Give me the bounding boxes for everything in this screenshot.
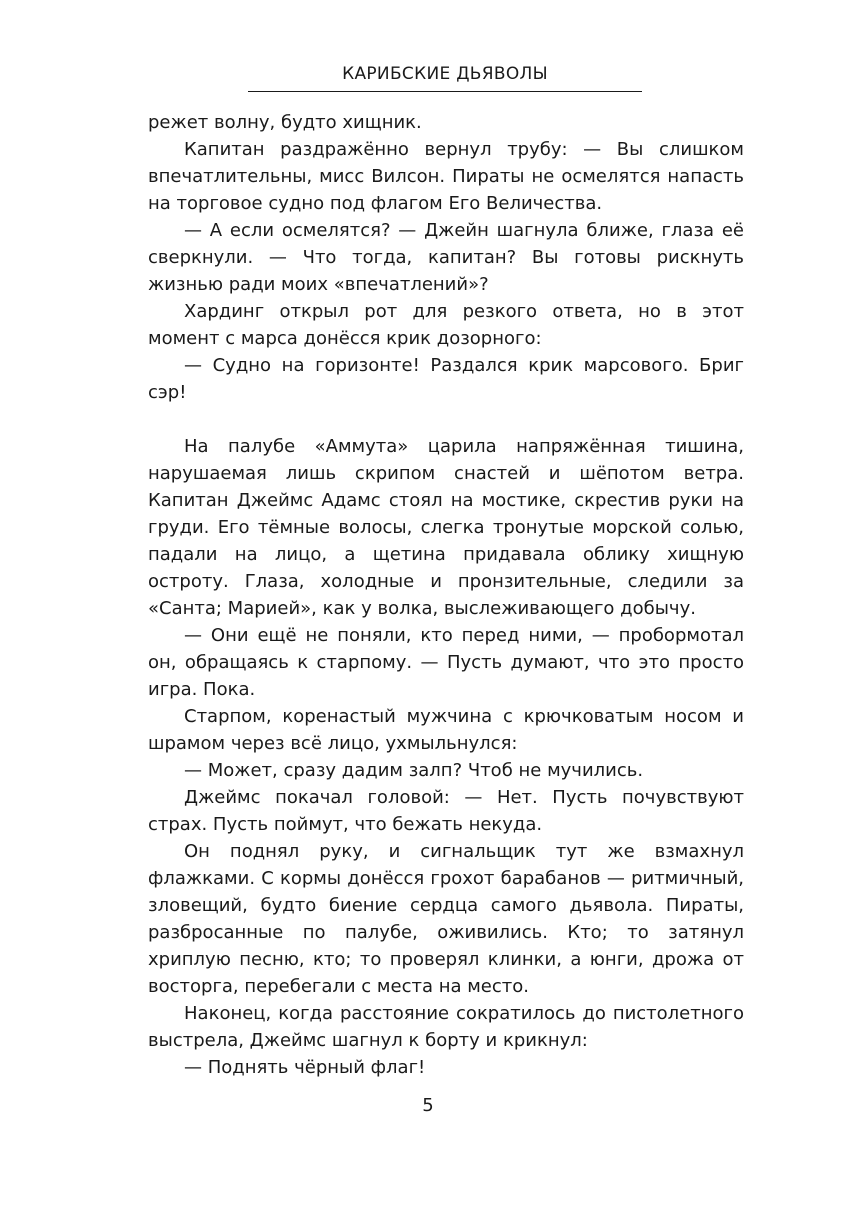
paragraph: — Поднять чёрный флаг! xyxy=(184,1057,426,1078)
paragraph-continuation: режет волну, будто хищник. xyxy=(148,112,422,133)
paragraph: Джеймс покачал головой: — Нет. Пусть почувствуют страх. Пусть поймут, что бежать некуда. xyxy=(148,787,744,835)
header-rule xyxy=(248,91,642,92)
paragraph: — А если осмелятся? — Джейн шагнула ближе, глаза её сверкнули. — Что тогда, капитан? Вы готовы рискнуть жизнью ради моих «впечатлений»? xyxy=(148,220,744,295)
paragraph: — Может, сразу дадим залп? Чтоб не мучились. xyxy=(184,760,644,781)
paragraph: На палубе «Аммута» царила напряжённая тишина, нарушаемая лишь скрипом снастей и шёпотом ветра. Капитан Джеймс Адамс стоял на мостике, скрестив руки на груди. Его тёмные волосы, слегка тронутые морской солью, падали на лицо, а щетина придавала облику хищную остроту. Глаза, холодные и пронзительные, следили за «Санта; Марией», как у волка, выслеживающего добычу. xyxy=(148,436,744,619)
paragraph: Старпом, коренастый мужчина с крючковатым носом и шрамом через всё лицо, ухмыльнулся: xyxy=(148,706,744,754)
running-head-title: КАРИБСКИЕ ДЬЯВОЛЫ xyxy=(342,64,548,84)
page-number: 5 xyxy=(422,1095,434,1116)
paragraph: Он поднял руку, и сигнальщик тут же взмахнул флажками. С кормы донёсся грохот барабанов — ритмичный, зловещий, будто биение сердца самого дьявола. Пираты, разбросанные по палубе, оживились. Кто; то затянул хриплую песню, кто; то проверял клинки, а юнги, дрожа от восторга, перебегали с места на место. xyxy=(148,841,744,997)
paragraph: Капитан раздражённо вернул трубу: — Вы слишком впечатлительны, мисс Вилсон. Пираты не осмелятся напасть на торговое судно под флагом Его Величества. xyxy=(148,139,744,214)
scene-break xyxy=(148,406,744,433)
paragraph: Наконец, когда расстояние сократилось до пистолетного выстрела, Джеймс шагнул к борту и крикнул: xyxy=(148,1003,744,1051)
page-body xyxy=(148,109,744,1081)
paragraph: — Они ещё не поняли, кто перед ними, — пробормотал он, обращаясь к старпому. — Пусть думают, что это просто игра. Пока. xyxy=(148,625,744,700)
paragraph: Хардинг открыл рот для резкого ответа, но в этот момент с марса донёсся крик дозорного: xyxy=(148,301,744,349)
paragraph: — Судно на горизонте! Раздался крик марсового. Бриг сэр! xyxy=(148,355,744,403)
